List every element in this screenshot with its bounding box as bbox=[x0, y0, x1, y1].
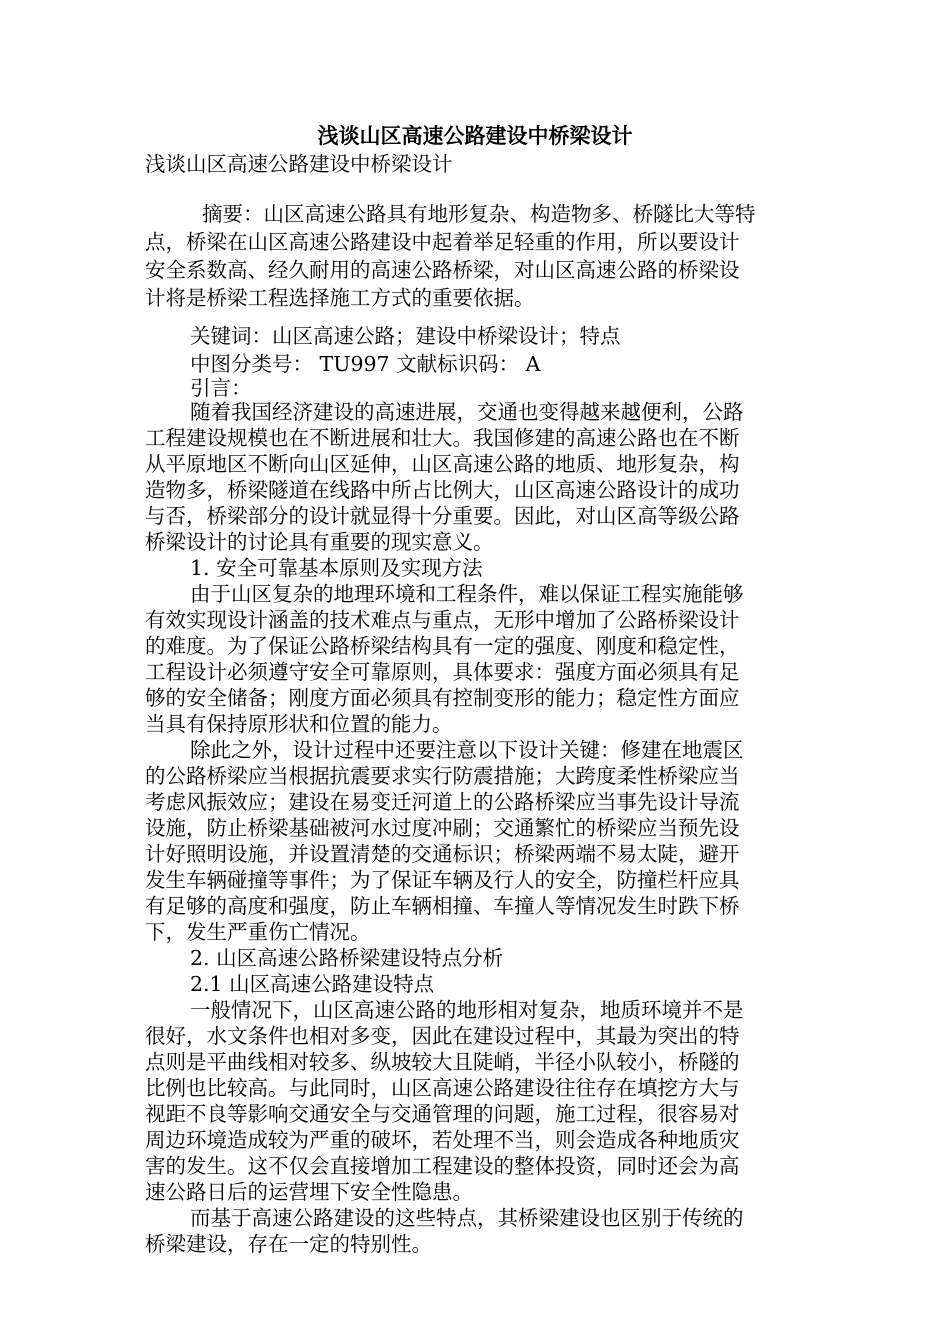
abstract-line: 安全系数高、经久耐用的高速公路桥梁，对山区高速公路的桥梁设 bbox=[145, 258, 740, 282]
paragraph-line: 由于山区复杂的地理环境和工程条件，难以保证工程实施能够 bbox=[190, 582, 744, 606]
section-heading: 1. 安全可靠基本原则及实现方法 bbox=[190, 556, 483, 580]
abstract-line: 计将是桥梁工程选择施工方式的重要依据。 bbox=[145, 286, 535, 310]
paragraph-line: 周边环境造成较为严重的破坏，若处理不当，则会造成各种地质灾 bbox=[145, 1128, 740, 1152]
abstract-line: 点，桥梁在山区高速公路建设中起着举足轻重的作用，所以要设计 bbox=[145, 230, 740, 254]
keywords-line: 关键词：山区高速公路；建设中桥梁设计；特点 bbox=[190, 324, 621, 348]
paragraph-line: 考虑风振效应；建设在易变迁河道上的公路桥梁应当事先设计导流 bbox=[145, 790, 740, 814]
paragraph-line: 工程设计必须遵守安全可靠原则，具体要求：强度方面必须具有足 bbox=[145, 660, 740, 684]
paragraph-line: 工程建设规模也在不断进展和壮大。我国修建的高速公路也在不断 bbox=[145, 426, 740, 450]
paragraph-line: 有效实现设计涵盖的技术难点与重点，无形中增加了公路桥梁设计 bbox=[145, 608, 740, 632]
subsection-heading: 2.1 山区高速公路建设特点 bbox=[190, 972, 435, 996]
paragraph-line: 害的发生。这不仅会直接增加工程建设的整体投资，同时还会为高 bbox=[145, 1154, 740, 1178]
paragraph-line: 设施，防止桥梁基础被河水过度冲刷；交通繁忙的桥梁应当预先设 bbox=[145, 816, 740, 840]
paragraph-line: 计好照明设施，并设置清楚的交通标识；桥梁两端不易太陡，避开 bbox=[145, 842, 740, 866]
paragraph-line: 而基于高速公路建设的这些特点，其桥梁建设也区别于传统的 bbox=[190, 1206, 744, 1230]
paragraph-line: 从平原地区不断向山区延伸，山区高速公路的地质、地形复杂，构 bbox=[145, 452, 740, 476]
abstract-line: 摘要：山区高速公路具有地形复杂、构造物多、桥隧比大等特 bbox=[202, 202, 756, 226]
paragraph-line: 发生车辆碰撞等事件；为了保证车辆及行人的安全，防撞栏杆应具 bbox=[145, 868, 740, 892]
paragraph-line: 比例也比较高。与此同时，山区高速公路建设往往存在填挖方大与 bbox=[145, 1076, 740, 1100]
intro-heading: 引言： bbox=[190, 376, 252, 400]
paragraph-line: 速公路日后的运营埋下安全性隐患。 bbox=[145, 1180, 473, 1204]
paragraph-line: 点则是平曲线相对较多、纵坡较大且陡峭，半径小队较小，桥隧的 bbox=[145, 1050, 740, 1074]
document-subtitle: 浅谈山区高速公路建设中桥梁设计 bbox=[145, 152, 453, 176]
paragraph-line: 桥梁建设，存在一定的特别性。 bbox=[145, 1232, 432, 1256]
paragraph-line: 当具有保持原形状和位置的能力。 bbox=[145, 712, 453, 736]
section-heading: 2. 山区高速公路桥梁建设特点分析 bbox=[190, 946, 504, 970]
paragraph-line: 下，发生严重伤亡情况。 bbox=[145, 920, 371, 944]
paragraph-line: 桥梁设计的讨论具有重要的现实意义。 bbox=[145, 530, 494, 554]
classification-line: 中图分类号： TU997 文献标识码： A bbox=[190, 352, 541, 376]
paragraph-line: 与否，桥梁部分的设计就显得十分重要。因此，对山区高等级公路 bbox=[145, 504, 740, 528]
paragraph-line: 够的安全储备；刚度方面必须具有控制变形的能力；稳定性方面应 bbox=[145, 686, 740, 710]
paragraph-line: 的公路桥梁应当根据抗震要求实行防震措施；大跨度柔性桥梁应当 bbox=[145, 764, 740, 788]
paragraph-line: 的难度。为了保证公路桥梁结构具有一定的强度、刚度和稳定性， bbox=[145, 634, 740, 658]
paragraph-line: 视距不良等影响交通安全与交通管理的问题，施工过程，很容易对 bbox=[145, 1102, 740, 1126]
paragraph-line: 很好，水文条件也相对多变，因此在建设过程中，其最为突出的特 bbox=[145, 1024, 740, 1048]
paragraph-line: 随着我国经济建设的高速进展，交通也变得越来越便利，公路 bbox=[190, 400, 744, 424]
paragraph-line: 一般情况下，山区高速公路的地形相对复杂，地质环境并不是 bbox=[190, 998, 744, 1022]
paragraph-line: 造物多，桥梁隧道在线路中所占比例大，山区高速公路设计的成功 bbox=[145, 478, 740, 502]
paragraph-line: 除此之外，设计过程中还要注意以下设计关键：修建在地震区 bbox=[190, 738, 744, 762]
document-title: 浅谈山区高速公路建设中桥梁设计 bbox=[317, 123, 633, 148]
paragraph-line: 有足够的高度和强度，防止车辆相撞、车撞人等情况发生时跌下桥 bbox=[145, 894, 740, 918]
